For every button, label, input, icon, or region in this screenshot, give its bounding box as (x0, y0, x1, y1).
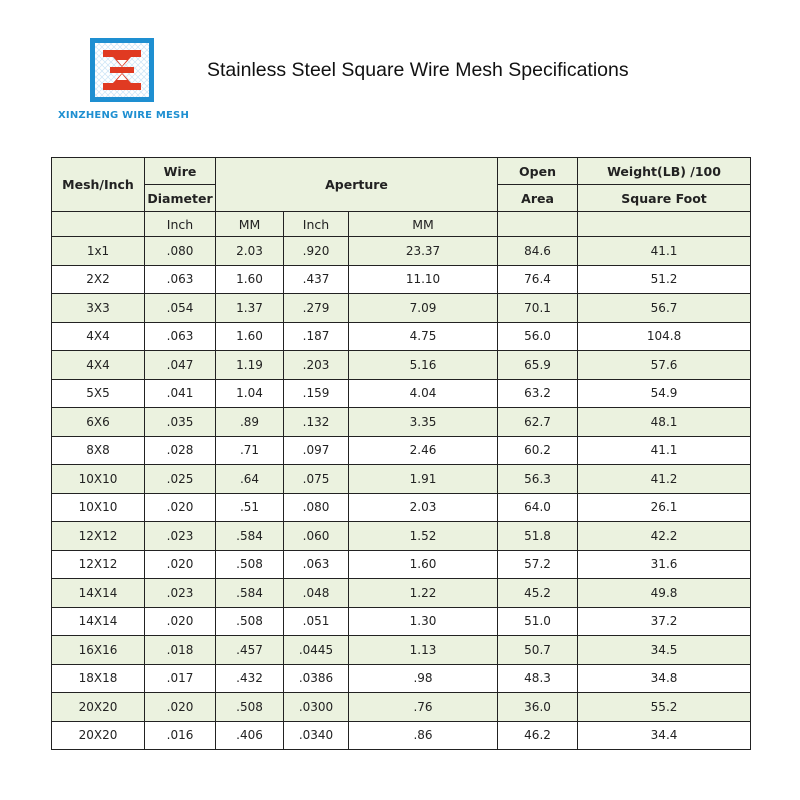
cell-open-area: 65.9 (498, 351, 578, 380)
header-aperture: Aperture (216, 158, 498, 212)
logo-caption: XINZHENG WIRE MESH (58, 110, 190, 121)
cell-open-area: 60.2 (498, 436, 578, 465)
cell-aperture-inch: .048 (284, 579, 349, 608)
cell-wire-mm: .432 (216, 664, 284, 693)
cell-weight: 56.7 (578, 294, 751, 323)
cell-aperture-mm: 1.52 (349, 522, 498, 551)
cell-wire-inch: .025 (145, 465, 216, 494)
unit-blank (578, 212, 751, 237)
cell-aperture-inch: .0386 (284, 664, 349, 693)
cell-aperture-mm: 23.37 (349, 237, 498, 266)
table-row (52, 636, 751, 665)
cell-mesh: 4X4 (52, 322, 145, 351)
cell-aperture-mm: 1.60 (349, 550, 498, 579)
cell-aperture-inch: .060 (284, 522, 349, 551)
cell-mesh: 4X4 (52, 351, 145, 380)
cell-aperture-inch: .080 (284, 493, 349, 522)
cell-weight: 54.9 (578, 379, 751, 408)
cell-aperture-mm: 4.04 (349, 379, 498, 408)
table-row (52, 550, 751, 579)
cell-aperture-mm: 1.91 (349, 465, 498, 494)
cell-weight: 57.6 (578, 351, 751, 380)
cell-aperture-mm: 4.75 (349, 322, 498, 351)
header-wire: Wire (145, 158, 216, 185)
cell-weight: 37.2 (578, 607, 751, 636)
cell-wire-inch: .017 (145, 664, 216, 693)
table-row (52, 351, 751, 380)
cell-mesh: 16X16 (52, 636, 145, 665)
header-open: Open (498, 158, 578, 185)
cell-open-area: 51.8 (498, 522, 578, 551)
cell-wire-inch: .020 (145, 550, 216, 579)
cell-aperture-mm: 1.22 (349, 579, 498, 608)
cell-wire-mm: .508 (216, 693, 284, 722)
cell-wire-inch: .020 (145, 493, 216, 522)
cell-open-area: 48.3 (498, 664, 578, 693)
cell-open-area: 56.0 (498, 322, 578, 351)
cell-weight: 104.8 (578, 322, 751, 351)
table-row (52, 408, 751, 437)
cell-mesh: 14X14 (52, 607, 145, 636)
cell-wire-inch: .020 (145, 693, 216, 722)
header-area: Area (498, 185, 578, 212)
cell-wire-inch: .023 (145, 522, 216, 551)
table-row (52, 522, 751, 551)
cell-weight: 26.1 (578, 493, 751, 522)
cell-mesh: 20X20 (52, 721, 145, 750)
cell-aperture-mm: .76 (349, 693, 498, 722)
cell-weight: 31.6 (578, 550, 751, 579)
header-diameter: Diameter (145, 185, 216, 212)
cell-open-area: 51.0 (498, 607, 578, 636)
cell-open-area: 56.3 (498, 465, 578, 494)
cell-mesh: 1x1 (52, 237, 145, 266)
logo-mark (90, 38, 154, 102)
cell-open-area: 45.2 (498, 579, 578, 608)
table-row (52, 436, 751, 465)
cell-wire-mm: .89 (216, 408, 284, 437)
cell-mesh: 5X5 (52, 379, 145, 408)
cell-weight: 48.1 (578, 408, 751, 437)
cell-mesh: 18X18 (52, 664, 145, 693)
cell-wire-mm: .584 (216, 579, 284, 608)
cell-mesh: 6X6 (52, 408, 145, 437)
unit-wire-inch: Inch (145, 212, 216, 237)
cell-aperture-mm: .98 (349, 664, 498, 693)
cell-wire-inch: .018 (145, 636, 216, 665)
cell-open-area: 36.0 (498, 693, 578, 722)
table-row (52, 465, 751, 494)
cell-wire-inch: .016 (145, 721, 216, 750)
cell-wire-mm: .64 (216, 465, 284, 494)
cell-aperture-inch: .0340 (284, 721, 349, 750)
table-row (52, 379, 751, 408)
cell-aperture-mm: 2.46 (349, 436, 498, 465)
cell-aperture-inch: .0445 (284, 636, 349, 665)
specifications-table (51, 157, 751, 750)
cell-wire-inch: .063 (145, 322, 216, 351)
cell-aperture-inch: .437 (284, 265, 349, 294)
cell-aperture-mm: 1.13 (349, 636, 498, 665)
cell-wire-mm: .508 (216, 607, 284, 636)
cell-weight: 41.1 (578, 436, 751, 465)
cell-wire-inch: .080 (145, 237, 216, 266)
cell-open-area: 63.2 (498, 379, 578, 408)
cell-aperture-inch: .920 (284, 237, 349, 266)
cell-open-area: 50.7 (498, 636, 578, 665)
table-row (52, 294, 751, 323)
cell-mesh: 10X10 (52, 493, 145, 522)
cell-aperture-inch: .063 (284, 550, 349, 579)
cell-aperture-mm: 11.10 (349, 265, 498, 294)
table-row (52, 693, 751, 722)
cell-wire-mm: .406 (216, 721, 284, 750)
cell-aperture-inch: .0300 (284, 693, 349, 722)
cell-aperture-inch: .097 (284, 436, 349, 465)
cell-aperture-inch: .203 (284, 351, 349, 380)
cell-wire-mm: 1.04 (216, 379, 284, 408)
cell-mesh: 3X3 (52, 294, 145, 323)
cell-weight: 51.2 (578, 265, 751, 294)
table-body (52, 237, 751, 750)
cell-wire-inch: .054 (145, 294, 216, 323)
cell-aperture-inch: .075 (284, 465, 349, 494)
cell-mesh: 2X2 (52, 265, 145, 294)
table-row (52, 579, 751, 608)
cell-wire-inch: .020 (145, 607, 216, 636)
table-row (52, 265, 751, 294)
cell-weight: 41.2 (578, 465, 751, 494)
cell-wire-mm: 1.60 (216, 322, 284, 351)
cell-aperture-mm: 5.16 (349, 351, 498, 380)
cell-open-area: 46.2 (498, 721, 578, 750)
cell-wire-inch: .028 (145, 436, 216, 465)
cell-wire-mm: .71 (216, 436, 284, 465)
cell-open-area: 62.7 (498, 408, 578, 437)
cell-aperture-inch: .159 (284, 379, 349, 408)
table-row (52, 607, 751, 636)
cell-weight: 34.8 (578, 664, 751, 693)
cell-aperture-inch: .051 (284, 607, 349, 636)
cell-open-area: 76.4 (498, 265, 578, 294)
cell-wire-inch: .023 (145, 579, 216, 608)
company-logo (90, 38, 154, 102)
cell-wire-mm: .508 (216, 550, 284, 579)
unit-aperture-inch: Inch (284, 212, 349, 237)
cell-aperture-inch: .132 (284, 408, 349, 437)
cell-weight: 55.2 (578, 693, 751, 722)
cell-mesh: 8X8 (52, 436, 145, 465)
header-mesh: Mesh/Inch (52, 158, 145, 212)
cell-wire-mm: .457 (216, 636, 284, 665)
cell-mesh: 12X12 (52, 550, 145, 579)
table-row (52, 664, 751, 693)
cell-weight: 41.1 (578, 237, 751, 266)
page-title: Stainless Steel Square Wire Mesh Specifications (207, 59, 629, 81)
cell-open-area: 57.2 (498, 550, 578, 579)
cell-mesh: 10X10 (52, 465, 145, 494)
unit-wire-mm: MM (216, 212, 284, 237)
cell-wire-mm: 2.03 (216, 237, 284, 266)
table-row (52, 493, 751, 522)
cell-mesh: 12X12 (52, 522, 145, 551)
cell-aperture-mm: 1.30 (349, 607, 498, 636)
cell-open-area: 70.1 (498, 294, 578, 323)
cell-aperture-inch: .187 (284, 322, 349, 351)
header-square-foot: Square Foot (578, 185, 751, 212)
cell-wire-mm: 1.60 (216, 265, 284, 294)
cell-aperture-inch: .279 (284, 294, 349, 323)
cell-mesh: 14X14 (52, 579, 145, 608)
cell-wire-mm: 1.37 (216, 294, 284, 323)
cell-aperture-mm: .86 (349, 721, 498, 750)
cell-open-area: 84.6 (498, 237, 578, 266)
table-row (52, 721, 751, 750)
cell-wire-inch: .035 (145, 408, 216, 437)
unit-blank (498, 212, 578, 237)
cell-aperture-mm: 2.03 (349, 493, 498, 522)
cell-wire-inch: .047 (145, 351, 216, 380)
cell-mesh: 20X20 (52, 693, 145, 722)
cell-wire-mm: .584 (216, 522, 284, 551)
cell-weight: 34.5 (578, 636, 751, 665)
cell-weight: 49.8 (578, 579, 751, 608)
cell-open-area: 64.0 (498, 493, 578, 522)
table-row (52, 322, 751, 351)
header-weight: Weight(LB) /100 (578, 158, 751, 185)
cell-wire-mm: .51 (216, 493, 284, 522)
cell-wire-inch: .063 (145, 265, 216, 294)
cell-wire-mm: 1.19 (216, 351, 284, 380)
table-row (52, 237, 751, 266)
cell-wire-inch: .041 (145, 379, 216, 408)
unit-aperture-mm: MM (349, 212, 498, 237)
unit-blank (52, 212, 145, 237)
cell-weight: 42.2 (578, 522, 751, 551)
cell-aperture-mm: 7.09 (349, 294, 498, 323)
cell-weight: 34.4 (578, 721, 751, 750)
cell-aperture-mm: 3.35 (349, 408, 498, 437)
